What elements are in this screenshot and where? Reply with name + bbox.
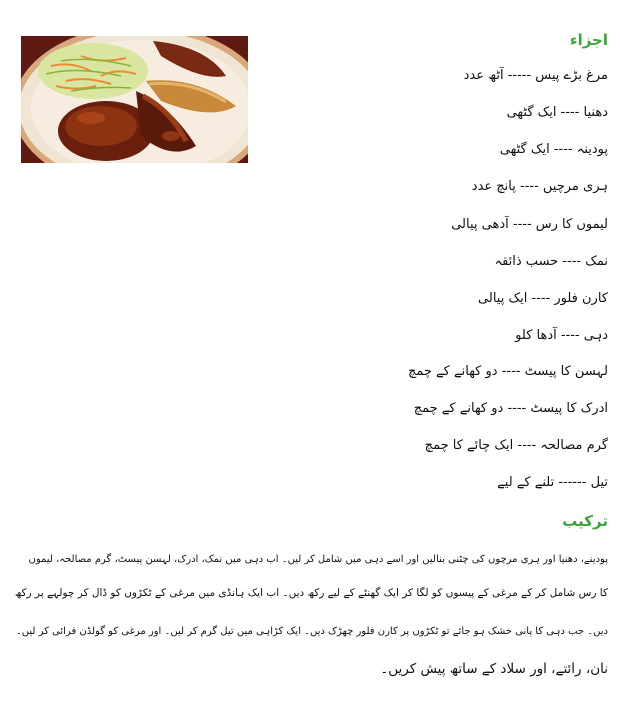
ingredient-item: دہی ---- آدھا کلو xyxy=(515,328,608,343)
ingredient-item: ادرک کا پیسٹ ---- دو کھانے کے چمچ xyxy=(413,401,608,416)
ingredient-item: لہسن کا پیسٹ ---- دو کھانے کے چمچ xyxy=(407,364,608,379)
method-line: نان، رائتے، اور سلاد کے ساتھ پیش کریں۔ xyxy=(380,661,608,677)
method-line: پودینے، دھنیا اور ہری مرچوں کی چٹنی بنالیں اور اسے دہی میں شامل کر لیں۔ اب دہی میں نمک، ادرک، لہسن پیسٹ، گرم مصالحہ، لیموں xyxy=(28,554,608,565)
ingredient-item: دھنیا ---- ایک گٹھی xyxy=(506,105,608,120)
ingredient-item: لیموں کا رس ---- آدھی پیالی xyxy=(451,217,608,232)
method-line: دیں۔ جب دہی کا پانی خشک ہو جائے تو ٹکڑوں پر کارن فلور چھڑک دیں۔ ایک کڑاہی میں تیل گرم کر لیں۔ اور مرغی کو گولڈن فرائی کر لیں۔ xyxy=(15,626,608,637)
grilled-chicken-with-salad-and-potato-icon xyxy=(21,36,248,163)
ingredient-item: مرغ بڑے پیس ----- آٹھ عدد xyxy=(463,68,608,83)
recipe-photo xyxy=(21,36,248,163)
ingredient-item: ہری مرچیں ---- پانچ عدد xyxy=(471,179,608,194)
ingredient-item: گرم مصالحہ ---- ایک چائے کا چمچ xyxy=(424,438,608,453)
ingredient-item: تیل ------ تلنے کے لیے xyxy=(497,475,608,490)
ingredients-heading: اجزاء xyxy=(569,31,608,49)
ingredient-item: پودینہ ---- ایک گٹھی xyxy=(499,142,608,157)
method-heading: ترکیب xyxy=(562,512,608,530)
ingredient-item: کارن فلور ---- ایک پیالی xyxy=(478,291,608,306)
ingredient-item: نمک ---- حسب ذائقہ xyxy=(494,254,608,269)
method-line: کا رس شامل کر کے مرغی کے پیسوں کو لگا کر ایک گھنٹے کے لیے رکھ دیں۔ اب ایک ہانڈی میں مرغی کے ٹکڑوں کو ڈال کر چولہے پر رکھ xyxy=(14,587,608,599)
